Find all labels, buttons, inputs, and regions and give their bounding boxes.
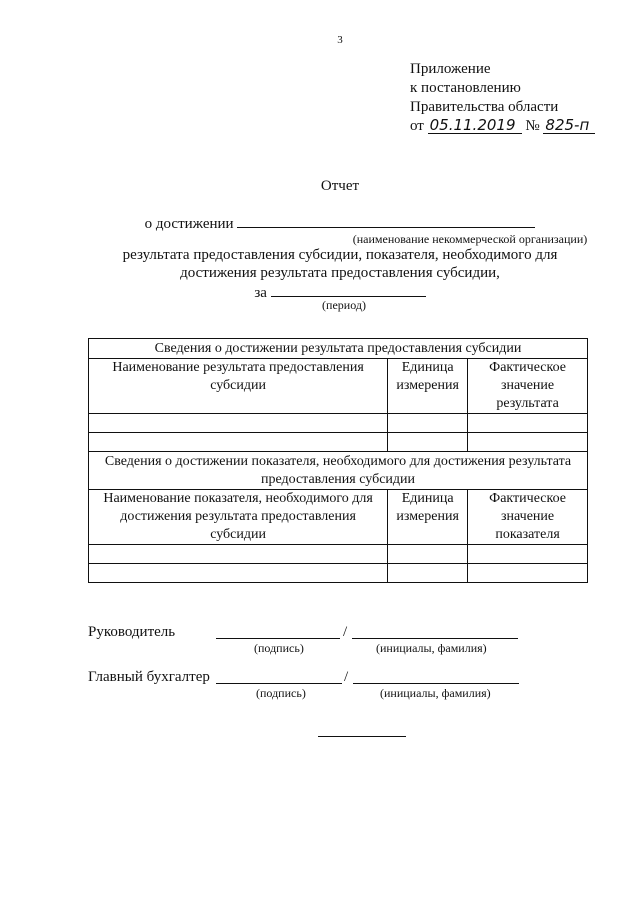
accountant-name-line[interactable] bbox=[353, 683, 519, 684]
table-cell[interactable] bbox=[468, 564, 588, 583]
report-table bbox=[88, 338, 588, 583]
about-line bbox=[0, 214, 640, 233]
accountant-signature-caption: (подпись) bbox=[256, 686, 306, 700]
section-1-header-unit: Единица измерения bbox=[388, 359, 468, 414]
table-cell[interactable] bbox=[468, 545, 588, 564]
section-2-header-name: Наименование показателя, необходимого для достижения результата предоставления субсидии bbox=[89, 490, 388, 545]
number-label: № bbox=[525, 118, 540, 134]
end-divider bbox=[318, 736, 406, 737]
section-2-header-value: Фактическое значение показателя bbox=[468, 490, 588, 545]
head-name-caption: (инициалы, фамилия) bbox=[376, 641, 487, 655]
handwritten-date: 05.11.2019 bbox=[428, 118, 522, 134]
period-fill-line bbox=[271, 283, 426, 297]
accountant-signature-line[interactable] bbox=[216, 683, 342, 684]
section-2-header-unit: Единица измерения bbox=[388, 490, 468, 545]
section-1-header-name: Наименование результата предоставления субсидии bbox=[89, 359, 388, 414]
accountant-slash: / bbox=[344, 669, 349, 685]
table-row bbox=[89, 414, 588, 433]
table-cell[interactable] bbox=[388, 564, 468, 583]
accountant-label: Главный бухгалтер bbox=[88, 669, 210, 685]
head-signature-line[interactable] bbox=[216, 638, 340, 639]
table-cell[interactable] bbox=[388, 545, 468, 564]
period-caption: (период) bbox=[322, 298, 366, 312]
appendix-line-3: Правительства области bbox=[410, 99, 559, 115]
for-label: за bbox=[254, 285, 267, 301]
accountant-name-caption: (инициалы, фамилия) bbox=[380, 686, 491, 700]
head-signature-caption: (подпись) bbox=[254, 641, 304, 655]
subtitle-line-2: достижения результата предоставления субсидии, bbox=[180, 265, 500, 281]
head-name-line[interactable] bbox=[352, 638, 518, 639]
appendix-line-1: Приложение bbox=[410, 61, 491, 77]
org-caption: (наименование некоммерческой организации) bbox=[352, 232, 588, 246]
table-cell[interactable] bbox=[388, 433, 468, 452]
table-cell[interactable] bbox=[89, 564, 388, 583]
appendix-block bbox=[410, 60, 595, 136]
table-row bbox=[89, 433, 588, 452]
table-cell[interactable] bbox=[89, 545, 388, 564]
table-row bbox=[89, 545, 588, 564]
page-number: 3 bbox=[337, 34, 343, 46]
head-label: Руководитель bbox=[88, 624, 176, 640]
section-1-title: Сведения о достижении результата предоставления субсидии bbox=[89, 339, 588, 359]
head-slash: / bbox=[343, 624, 348, 640]
about-label: о достижении bbox=[144, 216, 234, 232]
appendix-date-line bbox=[410, 117, 595, 136]
handwritten-number: 825-п bbox=[543, 118, 595, 134]
section-1-header-value: Фактическое значение результата bbox=[468, 359, 588, 414]
table-row bbox=[89, 564, 588, 583]
table-cell[interactable] bbox=[468, 414, 588, 433]
from-label: от bbox=[410, 118, 424, 134]
appendix-line-2: к постановлению bbox=[410, 80, 521, 96]
subtitle-line-1: результата предоставления субсидии, показателя, необходимого для bbox=[122, 247, 558, 263]
report-title: Отчет bbox=[320, 178, 360, 194]
org-name-fill-line bbox=[237, 214, 535, 228]
section-2-title: Сведения о достижении показателя, необходимого для достижения результата предоставления субсидии bbox=[89, 452, 588, 490]
table-cell[interactable] bbox=[89, 414, 388, 433]
table-cell[interactable] bbox=[89, 433, 388, 452]
table-cell[interactable] bbox=[468, 433, 588, 452]
table-cell[interactable] bbox=[388, 414, 468, 433]
